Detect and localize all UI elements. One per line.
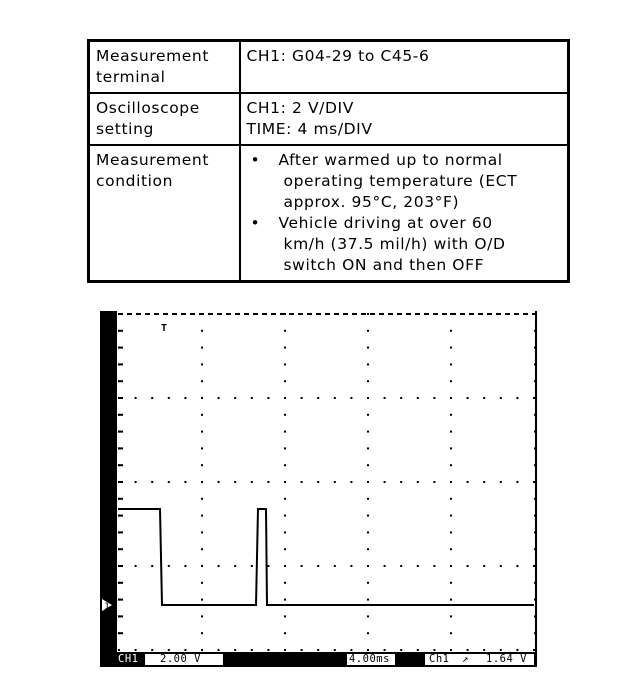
bullet-glyph: • [250, 214, 261, 232]
grid-dot [367, 615, 369, 617]
grid-dot [301, 649, 303, 651]
grid-dot [118, 565, 123, 567]
grid-dot [384, 649, 386, 651]
grid-dot [201, 414, 203, 416]
grid-dot [483, 397, 485, 399]
grid-dot [367, 515, 369, 517]
grid-dot [201, 330, 203, 332]
grid-dot [201, 347, 203, 349]
grid-dot [442, 313, 447, 315]
grid-dot [301, 481, 303, 483]
grid-dot [367, 431, 369, 433]
grid-dot [168, 649, 170, 651]
grid-dot [450, 347, 452, 349]
grid-dot [201, 380, 203, 382]
grid-dot [478, 313, 483, 315]
grid-dot [483, 565, 485, 567]
grid-dot [234, 397, 236, 399]
grid-dot [284, 414, 286, 416]
grid-dot [267, 565, 269, 567]
grid-dot [450, 515, 452, 517]
grid-dot [343, 313, 348, 315]
row-label: Measurement [96, 47, 210, 65]
setting-value: TIME: 4 ms/DIV [246, 120, 373, 138]
grid-dot [284, 632, 286, 634]
grid-dot [201, 447, 203, 449]
grid-dot [367, 363, 369, 365]
grid-dot [253, 313, 258, 315]
grid-dot [350, 397, 352, 399]
grid-dot [289, 313, 294, 315]
grid-dot [217, 313, 222, 315]
list-item [247, 150, 562, 213]
grid-dot [500, 481, 502, 483]
grid-dot [267, 397, 269, 399]
grid-dot [350, 649, 352, 651]
grid-dot [534, 330, 536, 332]
grid-dot [450, 464, 452, 466]
grid-dot [460, 313, 465, 315]
grid-dot [534, 347, 536, 349]
grid-dot [450, 447, 452, 449]
ground-marker-label: 1 [104, 602, 110, 612]
grid-dot [367, 380, 369, 382]
grid-dot [367, 498, 369, 500]
grid-dot [118, 582, 123, 584]
label-cell [89, 41, 240, 94]
row-label: terminal [96, 68, 166, 86]
row-label: condition [96, 172, 174, 190]
grid-dot [118, 548, 123, 550]
grid-dot [450, 363, 452, 365]
grid-dot [384, 397, 386, 399]
grid-dot [118, 632, 123, 634]
grid-dot [118, 330, 123, 332]
grid-dot [424, 313, 429, 315]
grid-dot [201, 632, 203, 634]
grid-dot [505, 313, 510, 315]
grid-dot [316, 313, 321, 315]
time-div-readout: 4.00ms [349, 653, 390, 665]
trigger-source-label: Ch1 [429, 653, 450, 665]
grid-dot [208, 313, 213, 315]
grid-dot [184, 649, 186, 651]
row-label: setting [96, 120, 154, 138]
grid-dot [350, 565, 352, 567]
oscilloscope-display [100, 311, 540, 667]
grid-dot [151, 565, 153, 567]
grid-dot [367, 397, 369, 399]
grid-dot [334, 313, 339, 315]
grid-dot [350, 481, 352, 483]
grid-dot [467, 397, 469, 399]
grid-dot [367, 447, 369, 449]
grid-dot [301, 397, 303, 399]
grid-dot [151, 397, 153, 399]
grid-dot [284, 531, 286, 533]
grid-dot [118, 615, 123, 617]
grid-dot [417, 565, 419, 567]
grid-dot [400, 397, 402, 399]
grid-dot [534, 431, 536, 433]
grid-dot [284, 380, 286, 382]
grid-dot [450, 582, 452, 584]
grid-dot [201, 531, 203, 533]
grid-dot [151, 481, 153, 483]
grid-dot [201, 515, 203, 517]
grid-dot [317, 565, 319, 567]
grid-dot [483, 481, 485, 483]
grid-dot [190, 313, 195, 315]
grid-dot [450, 380, 452, 382]
grid-dot [367, 347, 369, 349]
trigger-level-readout: 1.64 V [486, 653, 527, 665]
grid-dot [533, 649, 535, 651]
grid-dot [127, 313, 132, 315]
grid-dot [384, 565, 386, 567]
grid-dot [433, 397, 435, 399]
grid-dot [136, 313, 141, 315]
grid-dot [483, 649, 485, 651]
grid-dot [184, 397, 186, 399]
condition-line: approx. 95°C, 203°F) [283, 193, 460, 211]
grid-dot [450, 481, 452, 483]
grid-dot [118, 481, 123, 483]
grid-dot [534, 380, 536, 382]
grid-dot [118, 464, 123, 466]
grid-dot [284, 330, 286, 332]
table-row-setting [89, 93, 569, 145]
label-cell [89, 93, 240, 145]
grid-dot [534, 632, 536, 634]
grid-dot [184, 481, 186, 483]
grid-dot [379, 313, 384, 315]
grid-dot [534, 565, 536, 567]
grid-dot [487, 313, 492, 315]
grid-dot [271, 313, 276, 315]
grid-dot [534, 599, 536, 601]
grid-dot [284, 565, 286, 567]
grid-dot [118, 515, 123, 517]
grid-dot [284, 313, 286, 315]
grid-dot [534, 313, 536, 315]
grid-dot [218, 397, 220, 399]
grid-dot [301, 565, 303, 567]
grid-dot [201, 548, 203, 550]
grid-dot [163, 313, 168, 315]
grid-dot [154, 313, 159, 315]
grid-dot [135, 481, 137, 483]
grid-dot [450, 615, 452, 617]
grid-dot [500, 397, 502, 399]
grid-dot [400, 481, 402, 483]
grid-dot [450, 498, 452, 500]
grid-dot [397, 313, 402, 315]
grid-dot [201, 464, 203, 466]
grid-dot [450, 397, 452, 399]
grid-dot [317, 649, 319, 651]
grid-dot [433, 313, 438, 315]
grid-dot [400, 649, 402, 651]
grid-dot [118, 599, 123, 601]
grid-dot [284, 515, 286, 517]
grid-dot [534, 447, 536, 449]
grid-dot [388, 313, 393, 315]
value-cell [240, 145, 569, 282]
grid-dot [284, 582, 286, 584]
grid-dot [450, 632, 452, 634]
grid-dot [534, 615, 536, 617]
grid-dot [367, 330, 369, 332]
value-cell [240, 93, 569, 145]
grid-dot [184, 565, 186, 567]
grid-dot [367, 481, 369, 483]
grid-dot [450, 599, 452, 601]
grid-dot [251, 481, 253, 483]
channel-label: CH1 [118, 653, 139, 665]
value-cell [240, 41, 569, 94]
grid-dot [118, 363, 123, 365]
grid-dot [334, 397, 336, 399]
graticule [118, 313, 537, 651]
grid-dot [118, 498, 123, 500]
grid-dot [514, 313, 519, 315]
grid-dot [534, 515, 536, 517]
grid-dot [172, 313, 177, 315]
grid-dot [284, 397, 286, 399]
grid-dot [135, 565, 137, 567]
grid-dot [201, 363, 203, 365]
grid-dot [118, 447, 123, 449]
terminal-value: CH1: G04-29 to C45-6 [246, 47, 430, 65]
measurement-spec-table [87, 39, 570, 283]
grid-dot [469, 313, 474, 315]
grid-dot [367, 632, 369, 634]
grid-dot [367, 313, 369, 315]
condition-list [247, 150, 562, 276]
signal-trace [118, 509, 534, 605]
grid-dot [467, 565, 469, 567]
grid-dot [284, 599, 286, 601]
grid-dot [450, 313, 452, 315]
grid-dot [534, 414, 536, 416]
grid-dot [118, 431, 123, 433]
oscilloscope-screen [100, 311, 540, 667]
grid-dot [284, 498, 286, 500]
grid-dot [118, 531, 123, 533]
grid-dot [417, 481, 419, 483]
grid-dot [145, 313, 150, 315]
grid-dot [218, 649, 220, 651]
grid-dot [118, 397, 123, 399]
left-frame-bar [100, 311, 117, 667]
grid-dot [523, 313, 528, 315]
grid-dot [361, 313, 366, 315]
grid-dot [284, 447, 286, 449]
grid-dot [284, 363, 286, 365]
grid-dot [267, 481, 269, 483]
grid-dot [201, 615, 203, 617]
grid-dot [307, 313, 312, 315]
grid-dot [534, 481, 536, 483]
grid-dot [234, 649, 236, 651]
grid-dot [500, 565, 502, 567]
grid-dot [118, 380, 123, 382]
grid-dot [317, 397, 319, 399]
grid-dot [467, 649, 469, 651]
grid-dot [367, 599, 369, 601]
grid-dot [534, 531, 536, 533]
grid-dot [433, 649, 435, 651]
grid-dot [251, 649, 253, 651]
grid-dot [201, 565, 203, 567]
grid-dot [201, 313, 203, 315]
grid-dot [500, 649, 502, 651]
grid-dot [317, 481, 319, 483]
grid-dot [450, 565, 452, 567]
grid-dot [284, 464, 286, 466]
condition-line: After warmed up to normal [278, 151, 503, 169]
grid-dot [433, 481, 435, 483]
grid-dot [534, 582, 536, 584]
grid-dot [118, 414, 123, 416]
grid-dot [534, 363, 536, 365]
grid-dot [367, 548, 369, 550]
grid-dot [262, 313, 267, 315]
grid-dot [118, 649, 120, 651]
grid-dot [284, 548, 286, 550]
list-item [247, 213, 562, 276]
grid-dot [235, 313, 240, 315]
trigger-position-marker: T [161, 323, 168, 334]
volt-div-readout: 2.00 V [160, 653, 201, 665]
trigger-slope-icon: ↗ [462, 653, 469, 665]
table-row-condition [89, 145, 569, 282]
grid-dot [400, 565, 402, 567]
grid-dot [325, 313, 330, 315]
grid-dot [135, 397, 137, 399]
grid-dot [201, 431, 203, 433]
grid-dot [218, 481, 220, 483]
row-label: Oscilloscope [96, 99, 200, 117]
grid-dot [467, 481, 469, 483]
grid-dot [267, 649, 269, 651]
grid-dot [534, 498, 536, 500]
grid-dot [201, 481, 203, 483]
grid-dot [201, 397, 203, 399]
grid-dot [534, 464, 536, 466]
condition-line: operating temperature (ECT [283, 172, 518, 190]
grid-dot [234, 565, 236, 567]
grid-dot [118, 347, 123, 349]
grid-dot [218, 565, 220, 567]
grid-dot [251, 397, 253, 399]
grid-dot [118, 313, 123, 315]
setting-value: CH1: 2 V/DIV [246, 99, 354, 117]
grid-dot [450, 649, 452, 651]
grid-dot [201, 582, 203, 584]
grid-dot [534, 548, 536, 550]
grid-dot [168, 565, 170, 567]
grid-dot [168, 397, 170, 399]
grid-dot [334, 649, 336, 651]
grid-dot [516, 481, 518, 483]
condition-line: switch ON and then OFF [283, 256, 485, 274]
grid-dot [367, 531, 369, 533]
grid-dot [201, 599, 203, 601]
grid-dot [151, 649, 153, 651]
grid-dot [450, 431, 452, 433]
grid-dot [181, 313, 186, 315]
grid-dot [384, 481, 386, 483]
bullet-glyph: • [250, 151, 261, 169]
grid-dot [496, 313, 501, 315]
grid-dot [370, 313, 375, 315]
grid-dot [284, 347, 286, 349]
grid-dot [367, 414, 369, 416]
row-label: Measurement [96, 151, 210, 169]
grid-dot [284, 481, 286, 483]
grid-dot [284, 649, 286, 651]
grid-dot [534, 397, 536, 399]
condition-line: Vehicle driving at over 60 [278, 214, 493, 232]
grid-dot [367, 649, 369, 651]
grid-dot [251, 565, 253, 567]
grid-dot [201, 649, 203, 651]
grid-dot [244, 313, 249, 315]
grid-dot [450, 548, 452, 550]
grid-dot [226, 313, 231, 315]
grid-dot [334, 565, 336, 567]
grid-dot [415, 313, 420, 315]
grid-dot [284, 615, 286, 617]
grid-dot [201, 498, 203, 500]
grid-dot [450, 531, 452, 533]
grid-dot [234, 481, 236, 483]
grid-dot [450, 330, 452, 332]
grid-dot [334, 481, 336, 483]
table-row-terminal [89, 41, 569, 94]
grid-dot [367, 565, 369, 567]
grid-dot [433, 565, 435, 567]
grid-dot [352, 313, 357, 315]
grid-dot [450, 414, 452, 416]
grid-dot [417, 397, 419, 399]
grid-dot [168, 481, 170, 483]
label-cell [89, 145, 240, 282]
grid-dot [298, 313, 303, 315]
grid-dot [367, 464, 369, 466]
grid-dot [516, 565, 518, 567]
grid-dot [417, 649, 419, 651]
grid-dot [284, 431, 286, 433]
grid-dot [516, 397, 518, 399]
grid-dot [135, 649, 137, 651]
grid-dot [516, 649, 518, 651]
grid-dot [367, 582, 369, 584]
condition-line: km/h (37.5 mil/h) with O/D [283, 235, 506, 253]
grid-dot [406, 313, 411, 315]
